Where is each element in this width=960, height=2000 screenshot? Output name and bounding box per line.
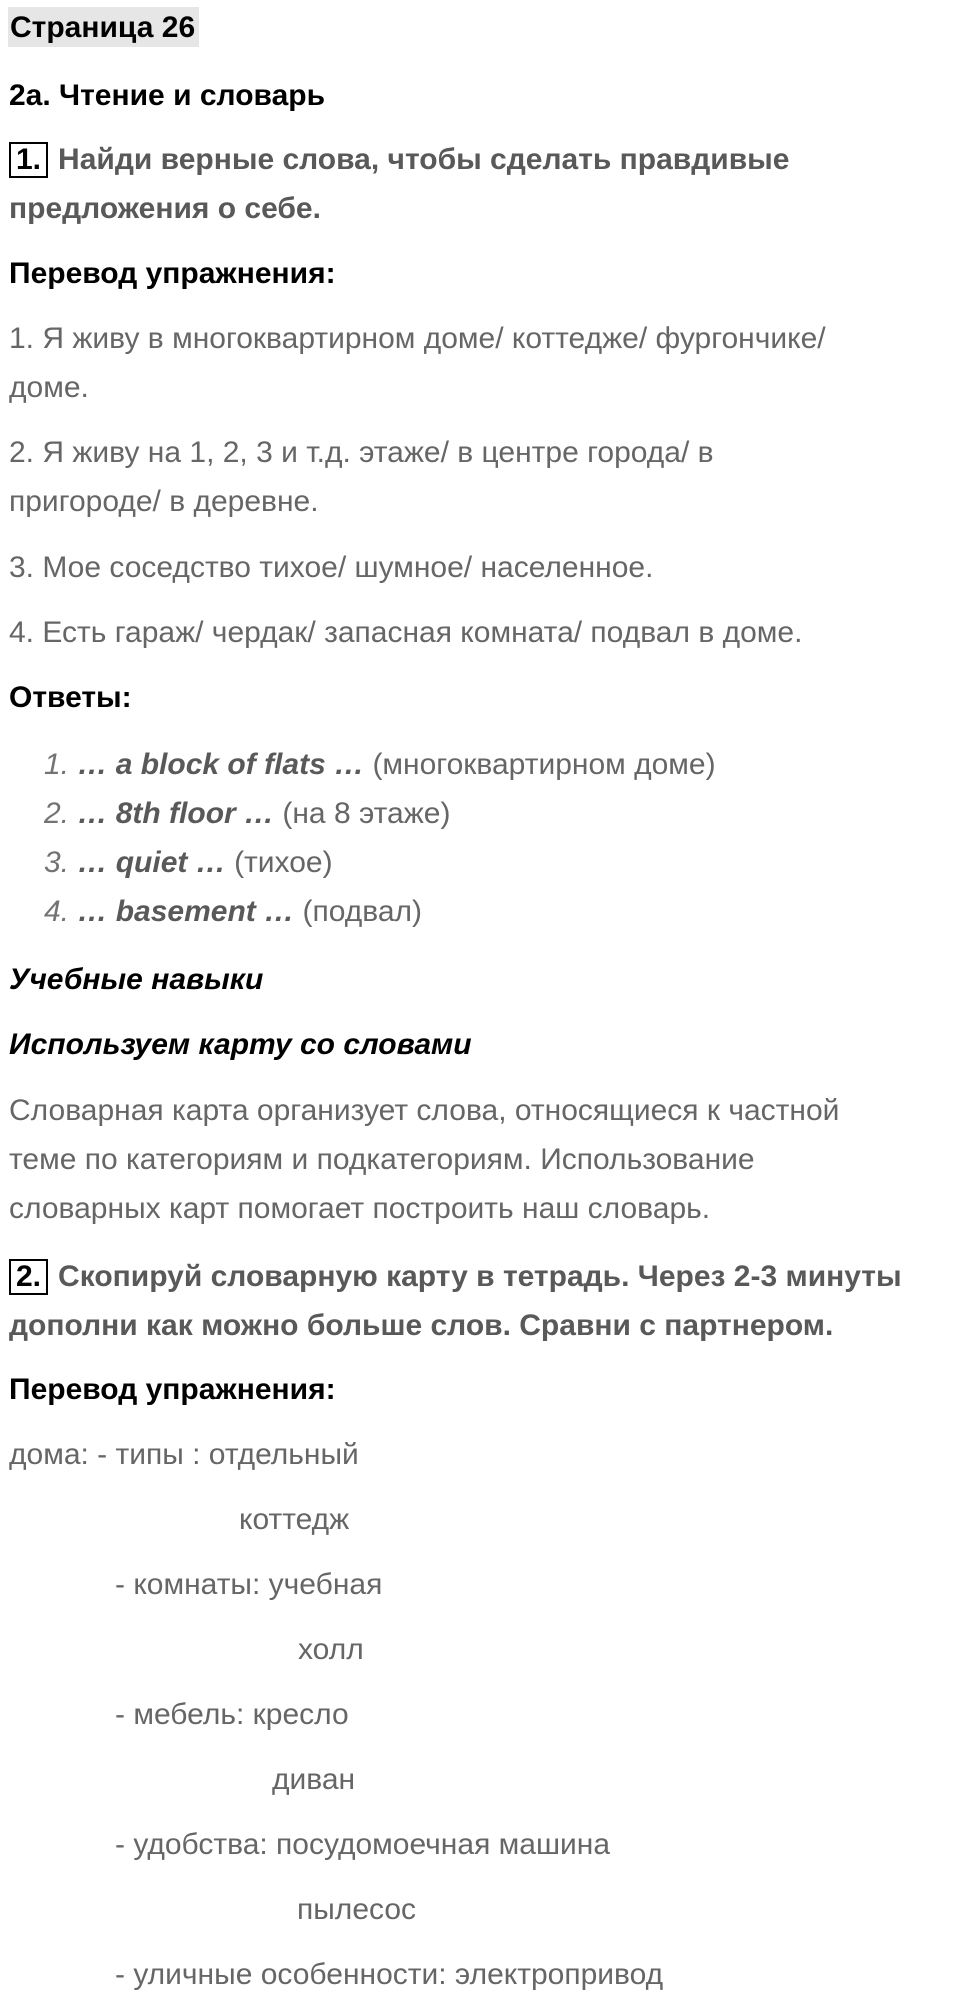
answer-phrase: … quiet … bbox=[77, 846, 226, 879]
study-skills-text-2: теме по категориям и подкатегориям. Использование bbox=[9, 1143, 755, 1176]
answer-translation: (многоквартирном доме) bbox=[372, 748, 716, 781]
translation-label-2: Перевод упражнения: bbox=[9, 1373, 336, 1406]
word-map-line-5: - мебель: кресло bbox=[115, 1698, 349, 1731]
answer-item-1 bbox=[44, 746, 716, 784]
answer-phrase: … basement … bbox=[77, 895, 295, 928]
study-skills-subtitle: Используем карту со словами bbox=[9, 1028, 472, 1061]
translation-label-1: Перевод упражнения: bbox=[9, 257, 336, 290]
translation-1-line-2: доме. bbox=[9, 371, 89, 404]
exercise-1-line-1 bbox=[9, 141, 790, 179]
translation-1-line-5: 3. Мое соседство тихое/ шумное/ населенное. bbox=[9, 551, 654, 584]
exercise-1-number: 1. bbox=[9, 142, 48, 178]
exercise-1-text-1: Найди верные слова, чтобы сделать правдивые bbox=[58, 143, 790, 176]
word-map-line-3: - комнаты: учебная bbox=[115, 1568, 383, 1601]
word-map-line-6: диван bbox=[272, 1763, 356, 1796]
word-map-line-1: дома: - типы : отдельный bbox=[9, 1438, 359, 1471]
translation-1-line-3: 2. Я живу на 1, 2, 3 и т.д. этаже/ в центре города/ в bbox=[9, 436, 714, 469]
translation-1-line-6: 4. Есть гараж/ чердак/ запасная комната/ подвал в доме. bbox=[9, 616, 803, 649]
answer-translation: (подвал) bbox=[302, 895, 422, 928]
page-heading: Страница 26 bbox=[8, 7, 199, 47]
word-map-line-7: - удобства: посудомоечная машина bbox=[115, 1828, 611, 1861]
exercise-2-text-1: Скопируй словарную карту в тетрадь. Через 2-3 минуты bbox=[58, 1260, 902, 1293]
study-skills-text-3: словарных карт помогает построить наш словарь. bbox=[9, 1192, 711, 1225]
answer-item-2 bbox=[44, 795, 450, 833]
answer-item-4 bbox=[44, 893, 422, 931]
answer-number: 3. bbox=[44, 846, 70, 879]
word-map-line-2: коттедж bbox=[239, 1503, 350, 1536]
word-map-line-8: пылесос bbox=[297, 1893, 417, 1926]
section-title: 2a. Чтение и словарь bbox=[9, 79, 326, 112]
answer-number: 2. bbox=[44, 797, 70, 830]
study-skills-title: Учебные навыки bbox=[9, 963, 264, 996]
answers-label: Ответы: bbox=[9, 681, 132, 714]
study-skills-text-1: Словарная карта организует слова, относящиеся к частной bbox=[9, 1094, 840, 1127]
answer-number: 4. bbox=[44, 895, 70, 928]
exercise-2-number: 2. bbox=[9, 1259, 48, 1295]
answer-item-3 bbox=[44, 844, 333, 882]
translation-1-line-1: 1. Я живу в многоквартирном доме/ коттедже/ фургончике/ bbox=[9, 322, 826, 355]
exercise-2-line-2: дополни как можно больше слов. Сравни с партнером. bbox=[9, 1309, 834, 1342]
answer-phrase: … a block of flats … bbox=[77, 748, 365, 781]
answer-phrase: … 8th floor … bbox=[77, 797, 275, 830]
word-map-line-9: - уличные особенности: электропривод bbox=[115, 1958, 664, 1991]
answer-translation: (на 8 этаже) bbox=[282, 797, 451, 830]
exercise-2-line-1 bbox=[9, 1258, 902, 1296]
answer-number: 1. bbox=[44, 748, 70, 781]
answer-translation: (тихое) bbox=[234, 846, 333, 879]
exercise-1-line-2: предложения о себе. bbox=[9, 192, 321, 225]
word-map-line-4: холл bbox=[298, 1633, 364, 1666]
translation-1-line-4: пригороде/ в деревне. bbox=[9, 485, 319, 518]
